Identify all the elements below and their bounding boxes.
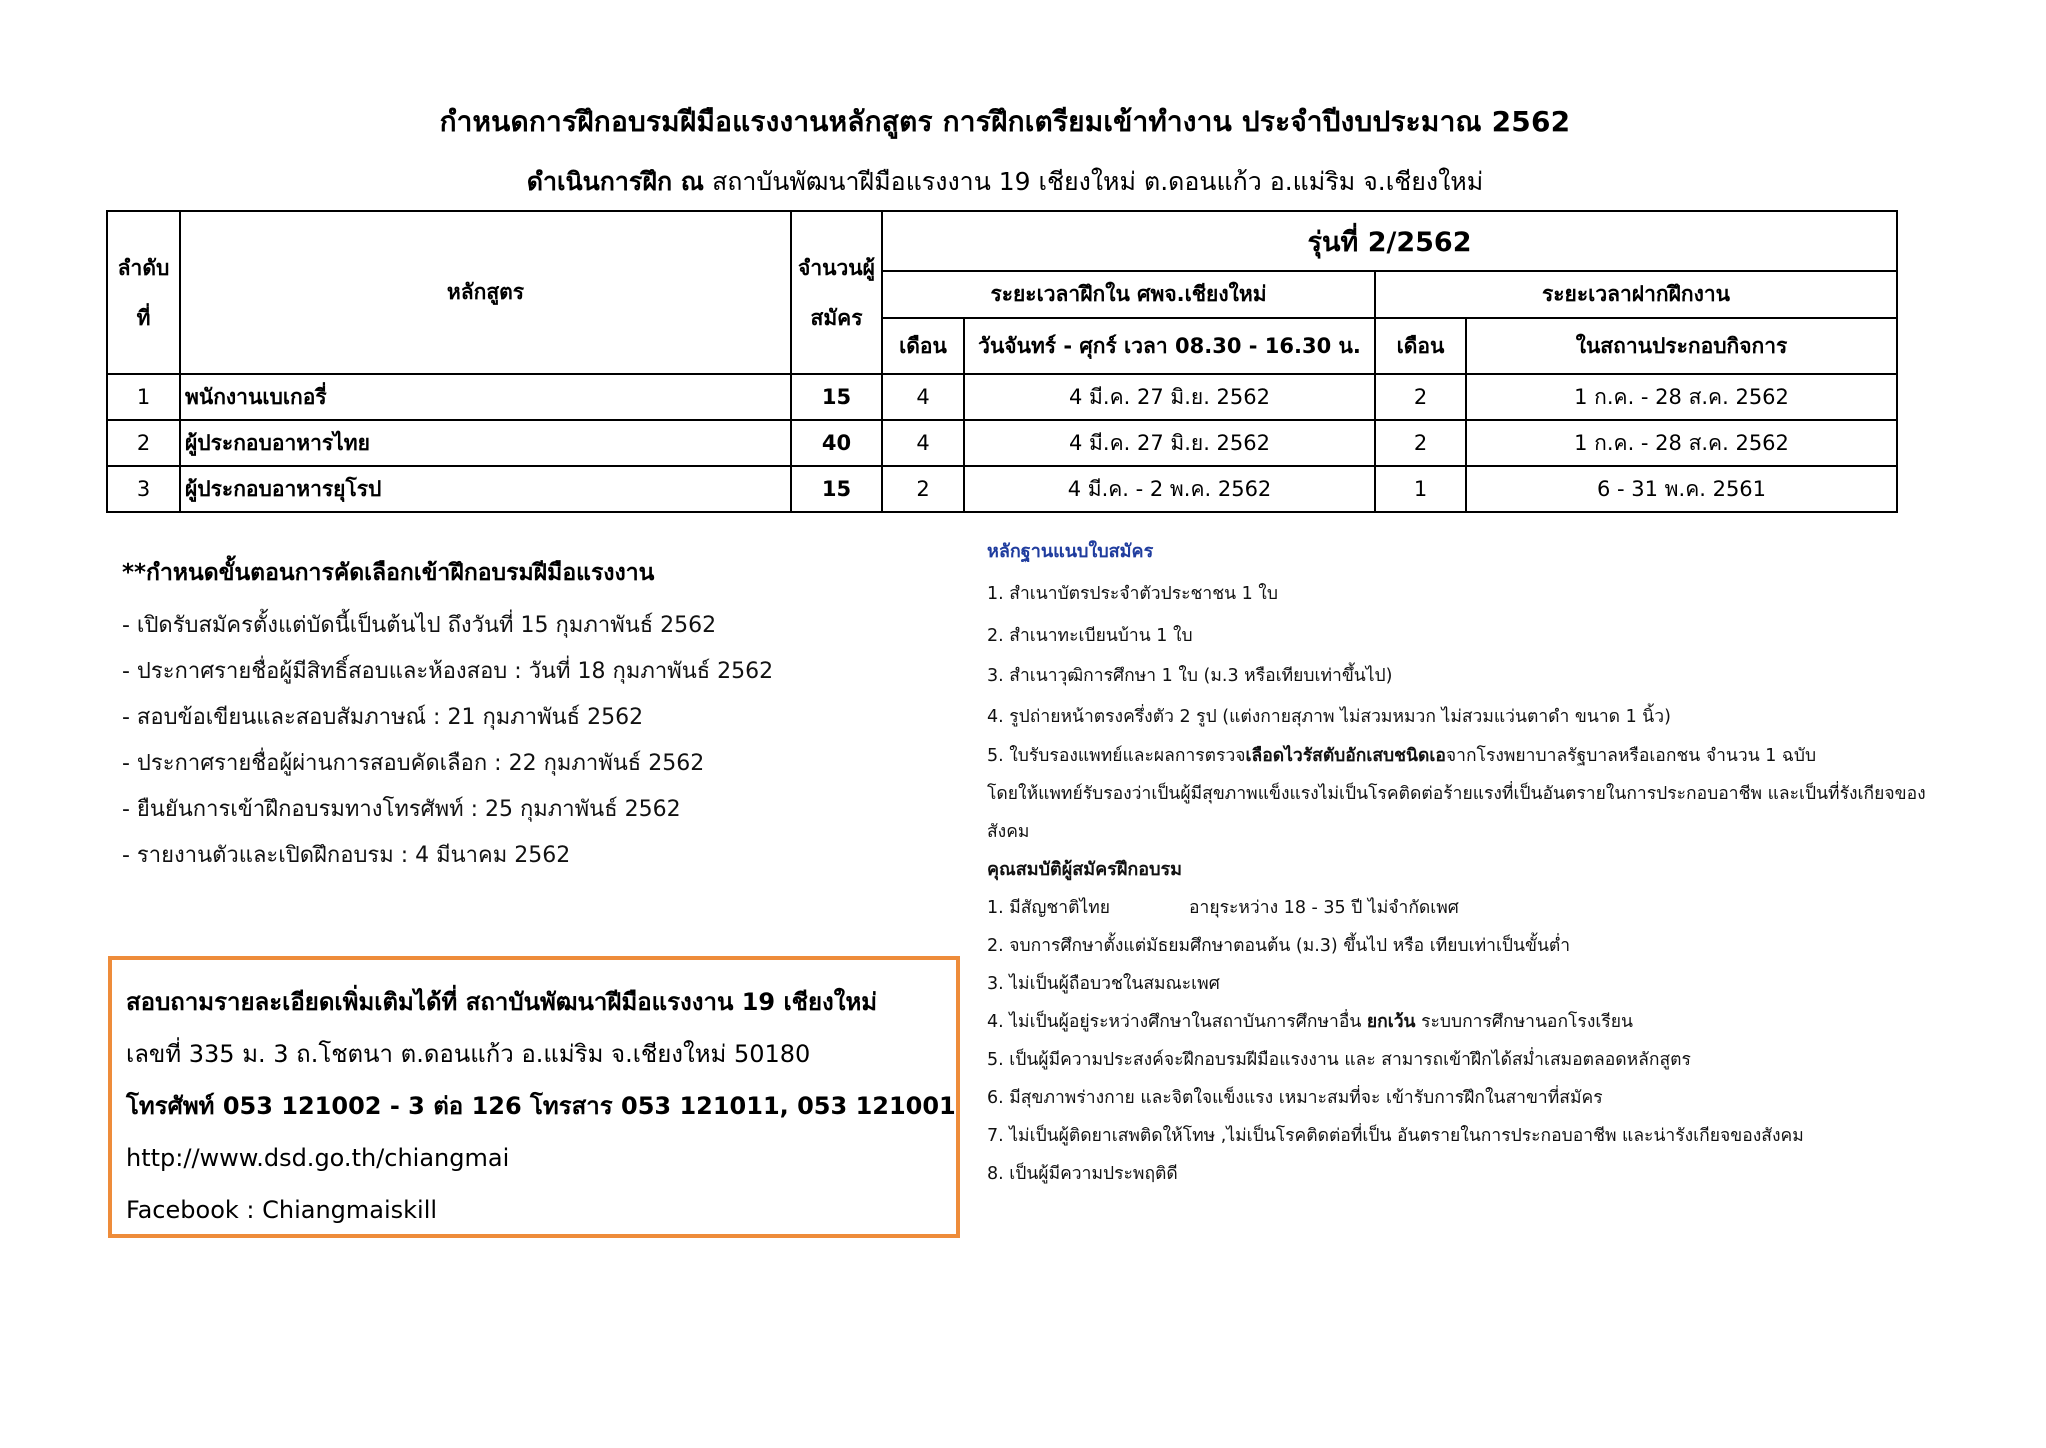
- steps-heading: **กำหนดขั้นตอนการคัดเลือกเข้าฝึกอบรมฝีมือแรงงาน: [122, 560, 655, 586]
- col-header-course: หลักสูตร: [180, 211, 791, 374]
- training-schedule-table: [106, 210, 1898, 513]
- col-header-no: ลำดับที่: [107, 211, 180, 374]
- step-item: - ประกาศรายชื่อผู้ผ่านการสอบคัดเลือก : 22 กุมภาพันธ์ 2562: [122, 751, 705, 776]
- table-row: [107, 420, 1897, 466]
- row-count: 15: [791, 374, 882, 420]
- row-count: 40: [791, 420, 882, 466]
- q1-age: อายุระหว่าง 18 - 35 ปี ไม่จำกัดเพศ: [1189, 898, 1459, 918]
- table-row: [107, 466, 1897, 512]
- document-item-5: [987, 737, 1967, 775]
- contact-facebook: Facebook : Chiangmaiskill: [126, 1196, 438, 1224]
- step-item: - รายงานตัวและเปิดฝึกอบรม : 4 มีนาคม 2562: [122, 843, 571, 868]
- qualifications-heading: คุณสมบัติผู้สมัครฝึกอบรม: [987, 859, 1183, 880]
- qualification-item: 6. มีสุขภาพร่างกาย และจิตใจแข็งแรง เหมาะสมที่จะ เข้ารับการฝึกในสาขาที่สมัคร: [987, 1088, 1603, 1108]
- subtitle-text: สถาบันพัฒนาฝีมือแรงงาน 19 เชียงใหม่ ต.ดอนแก้ว อ.แม่ริม จ.เชียงใหม่: [711, 167, 1484, 196]
- intern-period-header: ระยะเวลาฝากฝึกงาน: [1375, 271, 1897, 318]
- row-intern-months: 1: [1375, 466, 1466, 512]
- documents-section: [987, 533, 1967, 1193]
- subtitle-label: ดำเนินการฝึก ณ: [526, 167, 705, 196]
- row-months: 2: [882, 466, 964, 512]
- document-item-5-line2: โดยให้แพทย์รับรองว่าเป็นผู้มีสุขภาพแข็งแรงไม่เป็นโรคติดต่อร้ายแรงที่เป็นอันตรายในการประกอบอาชีพ และเป็นที่รังเกียจของ: [987, 784, 1926, 804]
- qualification-item: [987, 1003, 1967, 1041]
- step-item: - ประกาศรายชื่อผู้มีสิทธิ์สอบและห้องสอบ : วันที่ 18 กุมภาพันธ์ 2562: [122, 659, 774, 684]
- step-item: - สอบข้อเขียนและสอบสัมภาษณ์ : 21 กุมภาพันธ์ 2562: [122, 705, 644, 730]
- workplace-header: ในสถานประกอบกิจการ: [1466, 318, 1897, 374]
- qualification-item: 5. เป็นผู้มีความประสงค์จะฝึกอบรมฝีมือแรงงาน และ สามารถเข้าฝึกได้สม่ำเสมอตลอดหลักสูตร: [987, 1050, 1691, 1070]
- doc5-text-post: จากโรงพยาบาลรัฐบาลหรือเอกชน จำนวน 1 ฉบับ: [1445, 746, 1817, 766]
- q4-pre: 4. ไม่เป็นผู้อยู่ระหว่างศึกษาในสถาบันการศึกษาอื่น: [987, 1012, 1367, 1032]
- train-time-header: วันจันทร์ - ศุกร์ เวลา 08.30 - 16.30 น.: [964, 318, 1375, 374]
- contact-address: เลขที่ 335 ม. 3 ถ.โชตนา ต.ดอนแก้ว อ.แม่ริม จ.เชียงใหม่ 50180: [126, 1040, 811, 1068]
- row-course: พนักงานเบเกอรี่: [180, 374, 791, 420]
- qualification-item: 3. ไม่เป็นผู้ถือบวชในสมณะเพศ: [987, 974, 1220, 994]
- step-item: - เปิดรับสมัครตั้งแต่บัดนี้เป็นต้นไป ถึงวันที่ 15 กุมภาพันธ์ 2562: [122, 613, 717, 638]
- row-course: ผู้ประกอบอาหารยุโรป: [180, 466, 791, 512]
- page-title: กำหนดการฝึกอบรมฝีมือแรงงานหลักสูตร การฝึกเตรียมเข้าทำงาน ประจำปีงบประมาณ 2562: [439, 105, 1571, 138]
- qualification-item: 2. จบการศึกษาตั้งแต่มัธยมศึกษาตอนต้น (ม.3) ขึ้นไป หรือ เทียบเท่าเป็นขั้นต่ำ: [987, 936, 1571, 956]
- doc5-text-pre: 5. ใบรับรองแพทย์และผลการตรวจ: [987, 746, 1246, 766]
- row-intern-months: 2: [1375, 374, 1466, 420]
- contact-heading: สอบถามรายละเอียดเพิ่มเติมได้ที่ สถาบันพัฒนาฝีมือแรงงาน 19 เชียงใหม่: [126, 988, 878, 1016]
- document-item: 4. รูปถ่ายหน้าตรงครึ่งตัว 2 รูป (แต่งกายสุภาพ ไม่สวมหมวก ไม่สวมแว่นตาดำ ขนาด 1 นิ้ว): [987, 707, 1671, 727]
- row-no: 2: [107, 420, 180, 466]
- qualification-item: 8. เป็นผู้มีความประพฤติดี: [987, 1164, 1178, 1184]
- row-intern-dates: 1 ก.ค. - 28 ส.ค. 2562: [1466, 374, 1897, 420]
- contact-box: [108, 956, 960, 1238]
- train-period-header: ระยะเวลาฝึกใน ศพจ.เชียงใหม่: [882, 271, 1375, 318]
- contact-phone: โทรศัพท์ 053 121002 - 3 ต่อ 126 โทรสาร 053 121011, 053 121001: [126, 1092, 956, 1120]
- row-no: 3: [107, 466, 180, 512]
- row-no: 1: [107, 374, 180, 420]
- row-months: 4: [882, 374, 964, 420]
- month-header: เดือน: [882, 318, 964, 374]
- row-train-dates: 4 มี.ค. 27 มิ.ย. 2562: [964, 420, 1375, 466]
- q1-nationality: 1. มีสัญชาติไทย: [987, 898, 1111, 918]
- row-intern-dates: 6 - 31 พ.ค. 2561: [1466, 466, 1897, 512]
- row-intern-months: 2: [1375, 420, 1466, 466]
- step-item: - ยืนยันการเข้าฝึกอบรมทางโทรศัพท์ : 25 กุมภาพันธ์ 2562: [122, 797, 681, 822]
- document-item: 3. สำเนาวุฒิการศึกษา 1 ใบ (ม.3 หรือเทียบเท่าขึ้นไป): [987, 666, 1393, 686]
- document-item-5-line3: สังคม: [987, 822, 1030, 842]
- document-item: 2. สำเนาทะเบียนบ้าน 1 ใบ: [987, 626, 1193, 646]
- q4-bold: ยกเว้น: [1366, 1012, 1416, 1032]
- doc5-text-bold: เลือดไวรัสตับอักเสบชนิดเอ: [1245, 746, 1446, 766]
- row-count: 15: [791, 466, 882, 512]
- row-train-dates: 4 มี.ค. 27 มิ.ย. 2562: [964, 374, 1375, 420]
- contact-website-link[interactable]: http://www.dsd.go.th/chiangmai: [126, 1144, 510, 1172]
- row-course: ผู้ประกอบอาหารไทย: [180, 420, 791, 466]
- document-item: 1. สำเนาบัตรประจำตัวประชาชน 1 ใบ: [987, 584, 1278, 604]
- month2-header: เดือน: [1375, 318, 1466, 374]
- qualification-item: 7. ไม่เป็นผู้ติดยาเสพติดให้โทษ ,ไม่เป็นโรคติดต่อที่เป็น อันตรายในการประกอบอาชีพ และน่ารังเกียจของสังคม: [987, 1126, 1804, 1146]
- row-train-dates: 4 มี.ค. - 2 พ.ค. 2562: [964, 466, 1375, 512]
- qualification-item: [987, 889, 1967, 927]
- documents-heading: หลักฐานแนบใบสมัคร: [987, 541, 1154, 562]
- q4-post: ระบบการศึกษานอกโรงเรียน: [1415, 1012, 1633, 1032]
- round-header: รุ่นที่ 2/2562: [882, 211, 1897, 271]
- row-intern-dates: 1 ก.ค. - 28 ส.ค. 2562: [1466, 420, 1897, 466]
- col-header-count: จำนวนผู้สมัคร: [791, 211, 882, 374]
- table-row: [107, 374, 1897, 420]
- row-months: 4: [882, 420, 964, 466]
- selection-steps: [122, 555, 982, 879]
- page-subtitle: [0, 162, 2010, 202]
